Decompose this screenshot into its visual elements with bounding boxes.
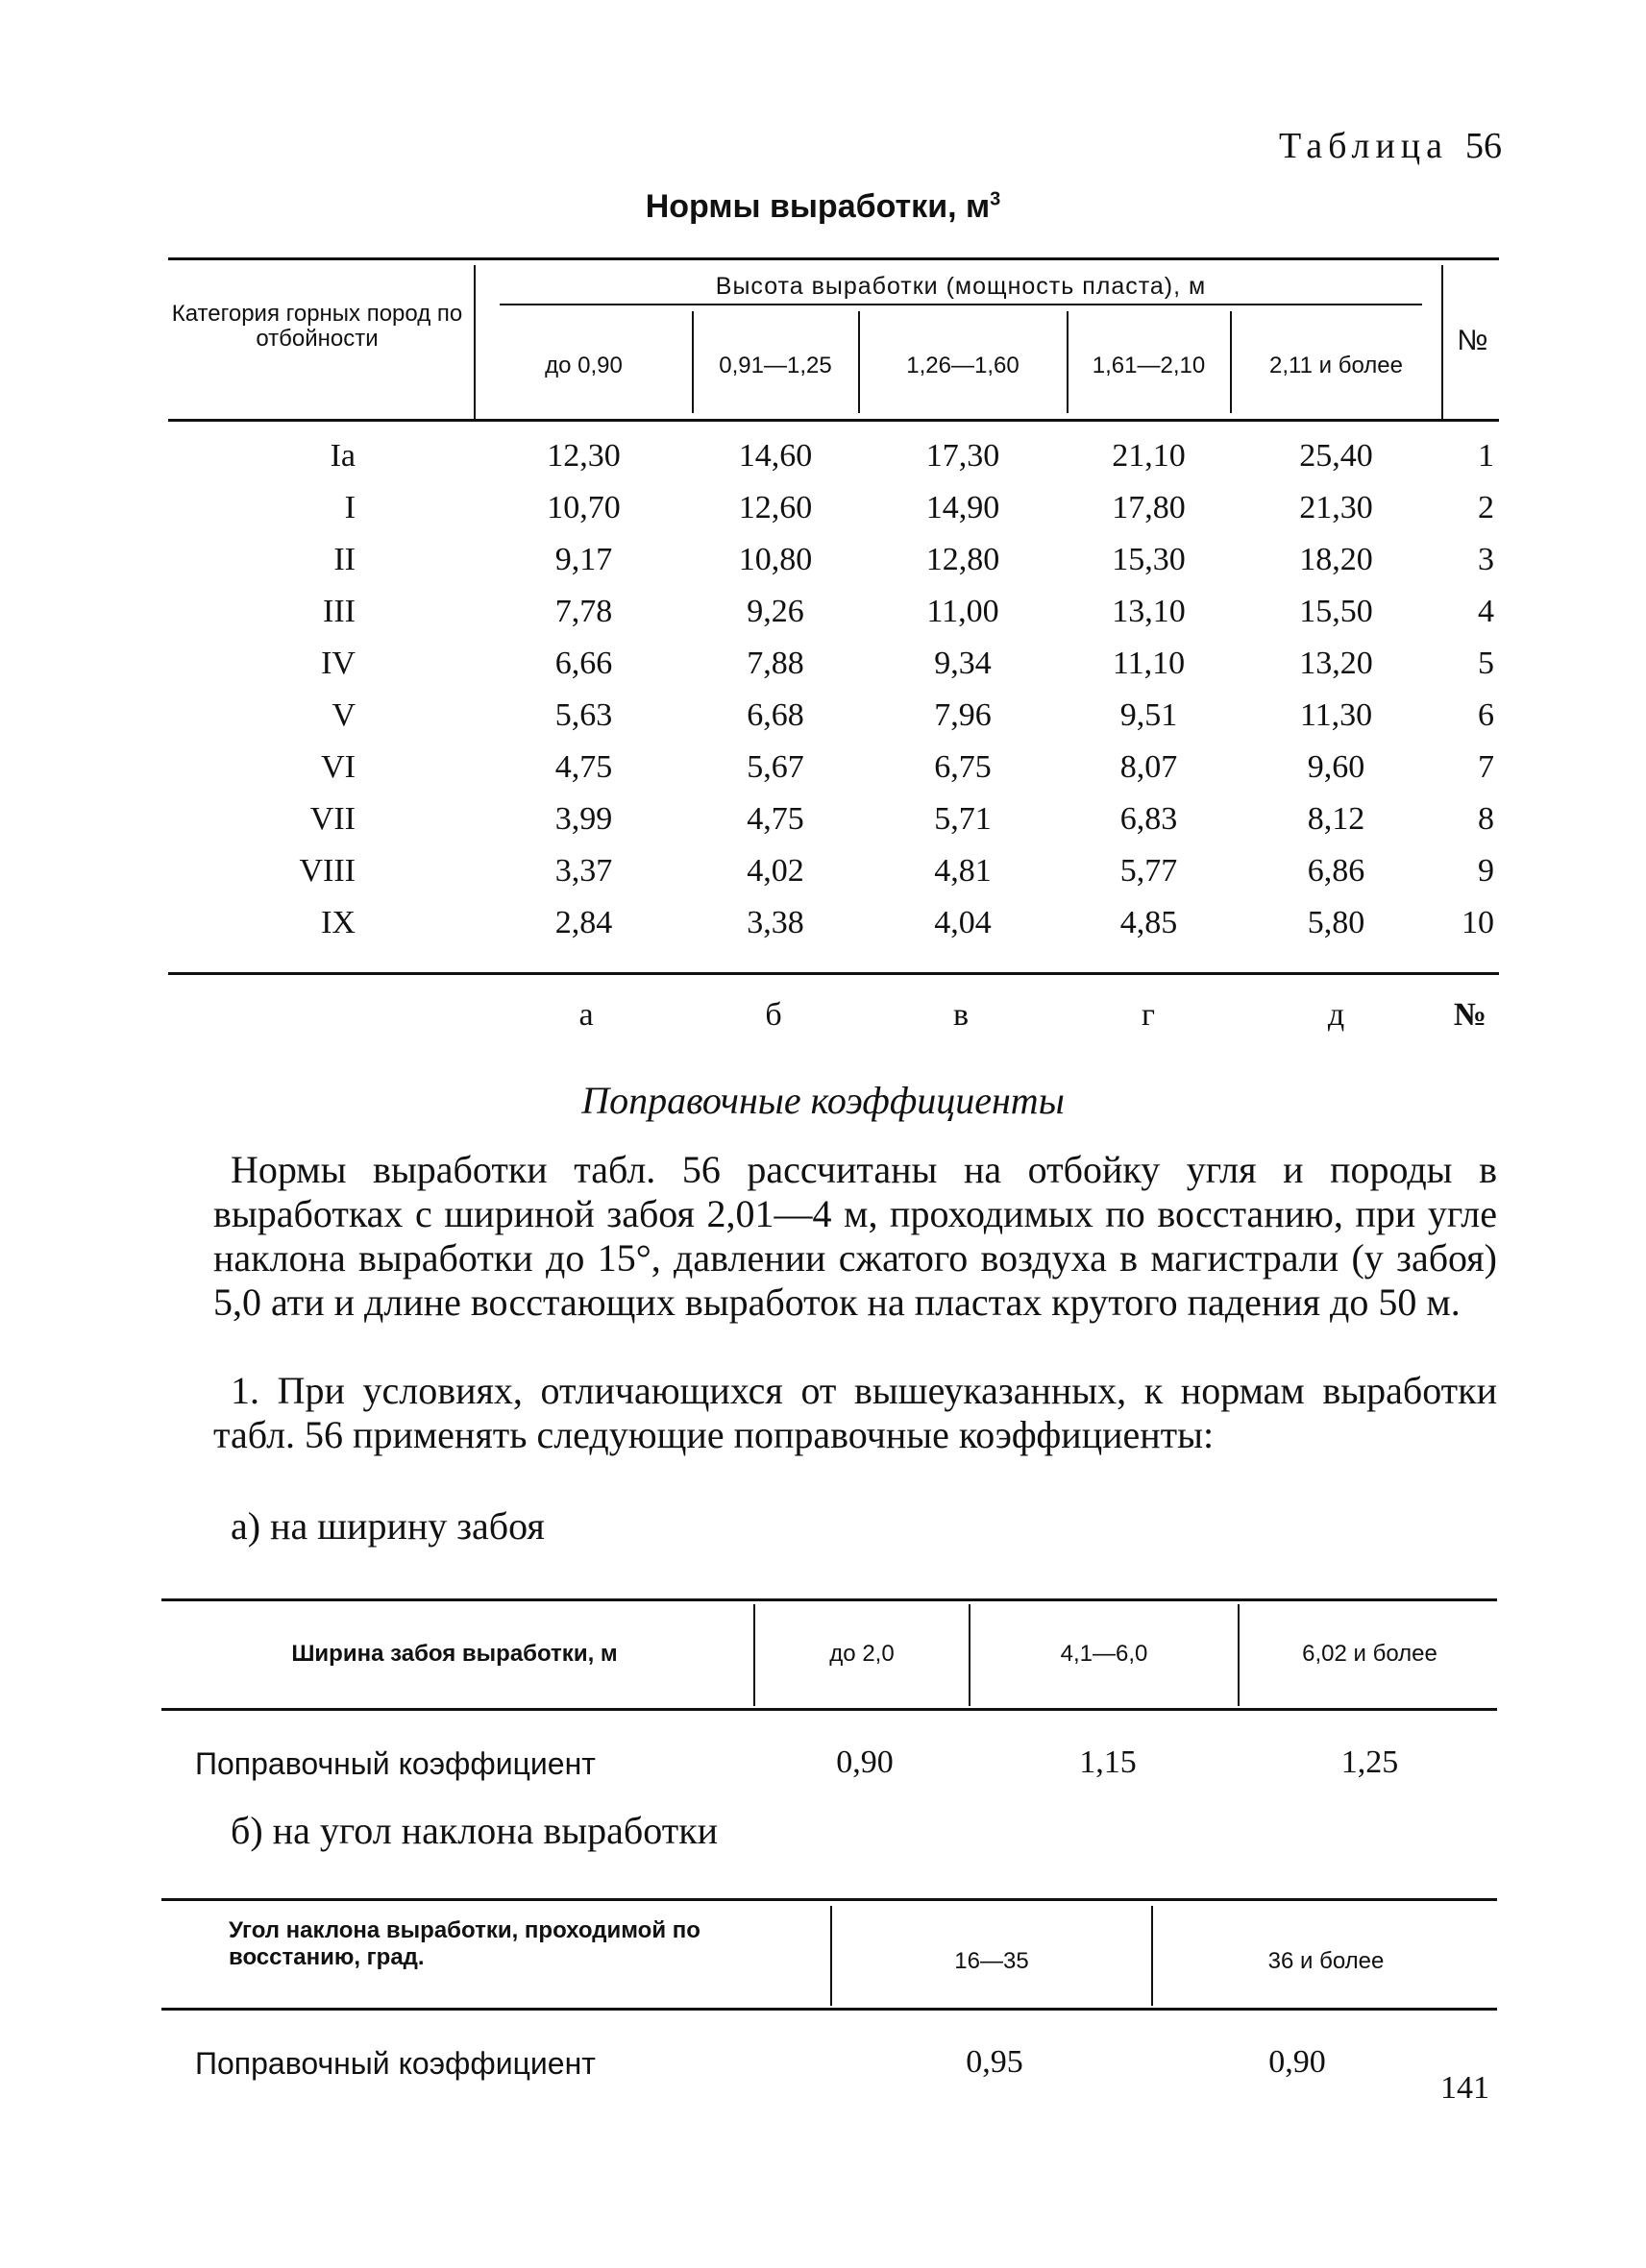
width-col-2: 4,1—6,0 [1060,1641,1148,1667]
value-cell: 6,66 [554,646,613,681]
footer-letter-b: б [765,997,782,1033]
width-col-3: 6,02 и более [1302,1641,1437,1667]
row-number: 10 [1462,905,1494,940]
row-number: 7 [1478,749,1494,785]
value-cell: 7,78 [554,594,613,629]
value-cell: 15,50 [1299,594,1373,629]
divider [969,1604,970,1706]
category-cell: V [332,697,356,733]
value-cell: 11,10 [1112,646,1186,681]
category-cell: IV [321,646,356,681]
divider [1151,1906,1153,2006]
category-cell: VII [309,801,356,837]
category-cell: I [344,490,356,525]
divider [692,311,694,413]
width-col-1: до 2,0 [829,1641,895,1667]
value-cell: 18,20 [1299,542,1373,577]
value-cell: 12,30 [547,438,621,474]
table-label-text: Таблица [1278,126,1448,166]
col-header-3: 1,26—1,60 [906,353,1020,378]
value-cell: 3,38 [747,905,804,940]
value-cell: 10,80 [738,542,813,577]
col-header-category: Категория горных пород по отбойности [171,301,463,353]
value-cell: 14,60 [738,438,813,474]
row-number: 4 [1478,594,1494,629]
divider [1230,311,1232,413]
category-cell: VIII [299,853,356,889]
col-header-2: 0,91—1,25 [719,353,832,378]
group-header-rule [500,304,1422,305]
category-cell: IX [321,905,356,940]
value-cell: 7,88 [747,646,804,681]
value-cell: 4,81 [934,853,992,889]
value-cell: 6,86 [1307,853,1365,889]
value-cell: 11,30 [1299,697,1373,733]
table-top-rule [161,1898,1497,1901]
row-number: 9 [1478,853,1494,889]
value-cell: 17,30 [925,438,1000,474]
value-cell: 4,75 [747,801,804,837]
value-cell: 6,75 [934,749,992,785]
value-cell: 21,30 [1299,490,1373,525]
value-cell: 5,80 [1307,905,1365,940]
value-cell: 12,60 [738,490,813,525]
value-cell: 4,04 [934,905,992,940]
value-cell: 3,99 [554,801,613,837]
col-header-num: № [1457,325,1488,356]
divider [474,265,476,421]
value-cell: 3,37 [554,853,613,889]
angle-coefficient-table [161,1898,1497,2013]
table-top-rule [168,257,1499,260]
width-coef-label: Поправочный коэффициент [195,1746,596,1781]
value-cell: 4,02 [747,853,804,889]
row-number: 1 [1478,438,1494,474]
value-cell: 5,77 [1119,853,1178,889]
divider [1238,1604,1240,1706]
item-b-heading: б) на угол наклона выработки [231,1809,719,1852]
category-cell: VI [321,749,356,785]
value-cell: 4,85 [1119,905,1178,940]
width-coefficient-table [161,1598,1497,1714]
paragraph-2: 1. При условиях, отличающихся от вышеуказанных, к нормам выработки табл. 56 применять следующие поправочные коэффициенты: [213,1369,1497,1456]
angle-coef-2: 0,90 [1268,2044,1326,2080]
col-header-4: 1,61—2,10 [1092,353,1206,378]
footer-letter-g: г [1142,997,1155,1033]
row-number: 3 [1478,542,1494,577]
item-a-heading: а) на ширину забоя [231,1504,545,1548]
footer-letter-a: а [578,997,594,1033]
value-cell: 9,60 [1307,749,1365,785]
table-header-rule [161,1708,1497,1711]
angle-col-2: 36 и более [1267,1948,1385,1974]
width-coef-3: 1,25 [1340,1744,1399,1780]
value-cell: 11,00 [926,594,999,629]
footer-letter-v: в [952,997,970,1033]
value-cell: 21,10 [1112,438,1186,474]
divider [753,1604,755,1706]
table-header-rule [161,2008,1497,2011]
row-number: 6 [1478,697,1494,733]
value-cell: 9,34 [934,646,992,681]
table-title-text: Нормы выработки, м [645,188,991,225]
section-title: Поправочные коэффициенты [581,1079,1065,1122]
value-cell: 5,71 [934,801,992,837]
value-cell: 6,83 [1119,801,1178,837]
value-cell: 8,07 [1119,749,1178,785]
table-top-rule [161,1598,1497,1601]
table-title [0,188,1646,226]
col-header-5: 2,11 и более [1269,353,1403,378]
col-header-1: до 0,90 [545,353,623,378]
divider [1067,311,1069,413]
value-cell: 8,12 [1307,801,1365,837]
width-coef-1: 0,90 [836,1744,894,1780]
title-superscript: 3 [990,188,1001,210]
value-cell: 4,75 [554,749,613,785]
value-cell: 6,68 [747,697,804,733]
value-cell: 7,96 [934,697,992,733]
page-number: 141 [1440,2070,1489,2106]
value-cell: 13,10 [1112,594,1186,629]
width-coef-2: 1,15 [1079,1744,1137,1780]
category-cell: Ia [330,438,356,474]
divider [1441,265,1443,421]
footer-num: № [1453,997,1487,1033]
value-cell: 9,26 [747,594,804,629]
value-cell: 2,84 [554,905,613,940]
row-number: 2 [1478,490,1494,525]
angle-coef-1: 0,95 [966,2044,1023,2080]
header-bottom-rule [168,419,1499,422]
row-number: 5 [1478,646,1494,681]
table-number: 56 [1465,126,1502,166]
angle-col-1: 16—35 [954,1948,1029,1974]
value-cell: 9,51 [1119,697,1178,733]
value-cell: 17,80 [1112,490,1186,525]
value-cell: 5,63 [554,697,613,733]
category-cell: II [333,542,356,577]
value-cell: 13,20 [1299,646,1373,681]
value-cell: 5,67 [747,749,804,785]
value-cell: 25,40 [1299,438,1373,474]
value-cell: 9,17 [554,542,613,577]
angle-coef-label: Поправочный коэффициент [195,2046,596,2081]
value-cell: 10,70 [547,490,621,525]
group-header-height: Высота выработки (мощность пласта), м [715,273,1207,300]
value-cell: 12,80 [925,542,1000,577]
table-bottom-rule [168,972,1499,975]
value-cell: 15,30 [1112,542,1186,577]
paragraph-1: Нормы выработки табл. 56 рассчитаны на отбойку угля и породы в выработках с шириной забоя 2,01—4 м, проходимых по восстанию, при угле наклона выработки до 15°, давлении сжатого воздуха в магистрали (у забоя) 5,0 ати и длине восстающих выработок на пластах крутого падения до 50 м. [213,1148,1497,1324]
angle-table-header: Угол наклона выработки, проходимой по восстанию, град. [229,1917,700,1970]
divider [830,1906,832,2006]
category-cell: III [323,594,356,629]
row-number: 8 [1478,801,1494,837]
divider [858,311,860,413]
footer-letter-d: д [1327,997,1345,1033]
width-table-header: Ширина забоя выработки, м [291,1641,618,1667]
value-cell: 14,90 [925,490,1000,525]
table-label [1279,125,1502,167]
